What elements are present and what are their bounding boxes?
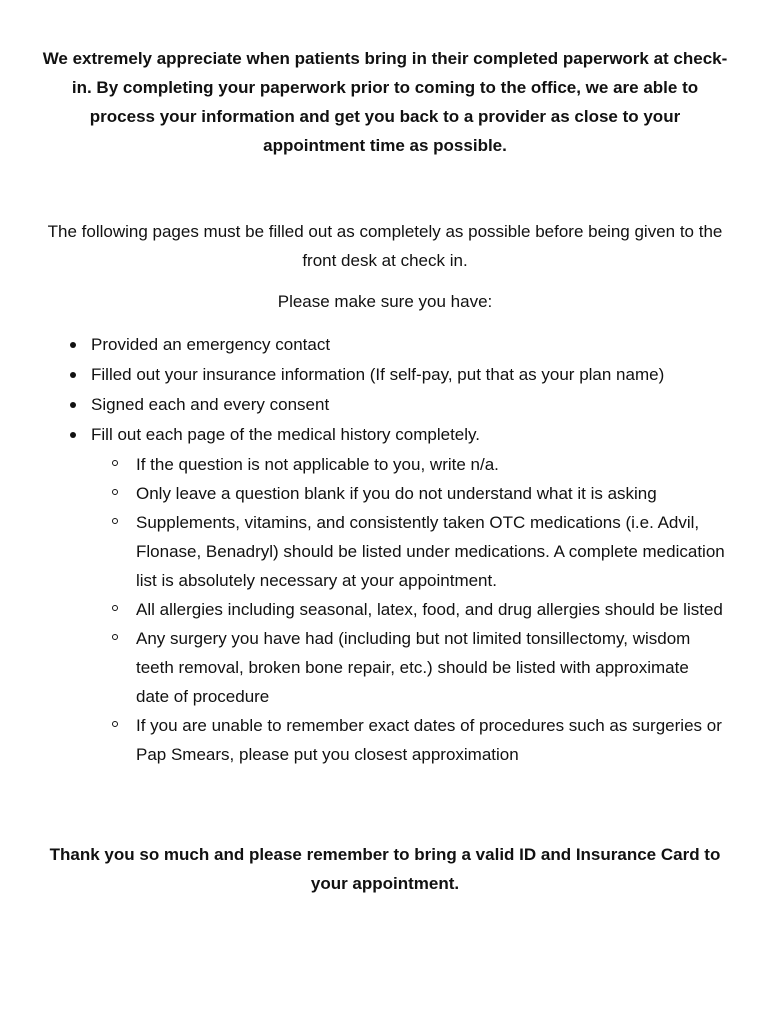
checklist-item-label: Signed each and every consent: [91, 395, 330, 414]
sublist-item-label: If you are unable to remember exact dates of procedures such as surgeries or Pap Smears, please put you closest approximation: [136, 716, 722, 764]
hollow-bullet-icon: [112, 460, 118, 466]
sublist-item-medications: [136, 508, 770, 595]
sublist-item-allergies: [136, 595, 770, 624]
sublist-item-not-applicable: [136, 450, 770, 479]
sublist-item-label: All allergies including seasonal, latex, food, and drug allergies should be listed: [136, 600, 723, 619]
intro-paragraph: We extremely appreciate when patients bring in their completed paperwork at check-in. By completing your paperwork prior to coming to the office, we are able to process your information and get you back to a provider as close to your appointment time as possible.: [42, 49, 728, 155]
closing-paragraph: Thank you so much and please remember to bring a valid ID and Insurance Card to your appointment.: [49, 845, 721, 893]
bullet-icon: [70, 402, 76, 408]
bullet-icon: [70, 432, 76, 438]
checklist-item-consents: [0, 390, 770, 420]
sublist-item-blank-question: [136, 479, 770, 508]
checklist-item-emergency-contact: [0, 330, 770, 360]
checklist-item-label: Filled out your insurance information (If self-pay, put that as your plan name): [91, 365, 665, 384]
sublist-item-label: If the question is not applicable to you, write n/a.: [136, 455, 499, 474]
checklist-item-label: Provided an emergency contact: [91, 335, 331, 354]
sublist-item-surgery: [136, 624, 770, 711]
hollow-bullet-icon: [112, 518, 118, 524]
checklist-item-label: Fill out each page of the medical history completely.: [91, 425, 480, 444]
sublist-item-label: Only leave a question blank if you do not understand what it is asking: [136, 484, 657, 503]
checklist-item-insurance: [0, 360, 770, 390]
checklist: [0, 330, 770, 769]
hollow-bullet-icon: [112, 489, 118, 495]
sublist-item-approximate-dates: [136, 711, 770, 769]
instructions-paragraph: The following pages must be filled out as completely as possible before being given to the front desk at check in.: [47, 222, 723, 270]
hollow-bullet-icon: [112, 721, 118, 727]
bullet-icon: [70, 372, 76, 378]
hollow-bullet-icon: [112, 634, 118, 640]
sublist-item-label: Any surgery you have had (including but not limited tonsillectomy, wisdom teeth removal, broken bone repair, etc.) should be listed with approximate date of procedure: [136, 629, 691, 706]
bullet-icon: [70, 342, 76, 348]
checklist-heading: Please make sure you have:: [277, 292, 493, 311]
sublist-item-label: Supplements, vitamins, and consistently taken OTC medications (i.e. Advil, Flonase, Benadryl) should be listed under medications. A complete medication list is absolutely necessary at your appointment.: [136, 513, 725, 590]
hollow-bullet-icon: [112, 605, 118, 611]
medical-history-sublist: [91, 450, 770, 769]
checklist-item-medical-history: [0, 420, 770, 769]
